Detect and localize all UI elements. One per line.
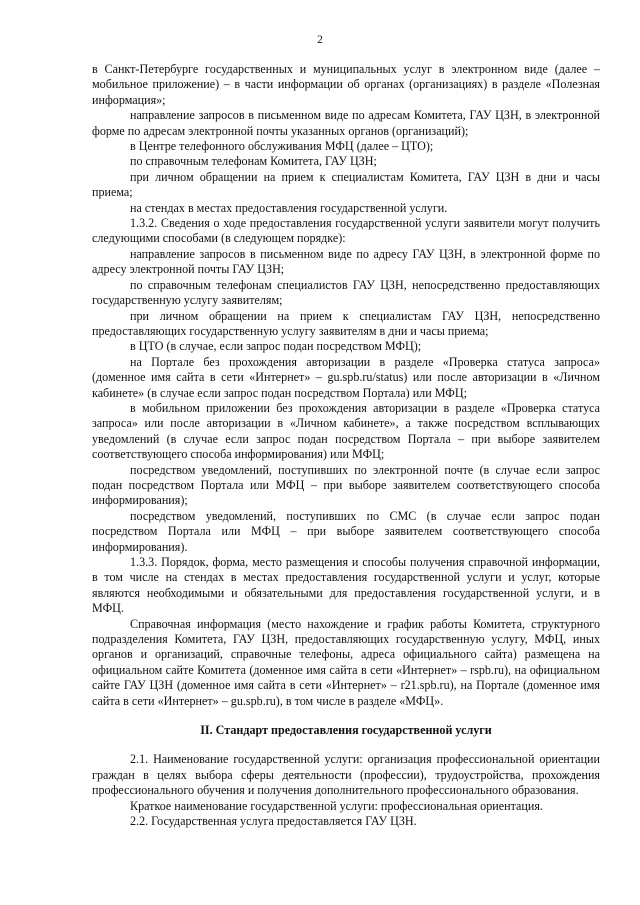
page-number: 2 [317,34,323,46]
paragraph-p16: 1.3.3. Порядок, форма, место размещения и способы получения справочной информации, в том числе на стендах в местах предоставления государственной услуги и услуг, которые являются необходимыми и обязательными для предоставления государственной услуги, и в МФЦ. [92,555,600,616]
paragraph-p14: посредством уведомлений, поступивших по электронной почте (в случае если запрос подан посредством Портала или МФЦ – при выборе заявителем соответствующего способа информирования); [92,462,600,508]
paragraph-p13: в мобильном приложении без прохождения авторизации в разделе «Проверка статуса запроса» или после авторизации в «Личном кабинете», а также посредством всплывающих уведомлений (в случае если запрос подан посредством Портала – при выборе заявителем соответствующего способа информирования) или МФЦ; [92,400,600,462]
paragraph-p11: в ЦТО (в случае, если запрос подан посредством МФЦ); [130,339,422,354]
paragraph-p01: в Санкт-Петербурге государственных и муниципальных услуг в электронном виде (далее – мобильное приложение) – в части информации об органах (организациях) в разделе «Полезная информация»; [92,62,600,107]
paragraph-p18: 2.1. Наименование государственной услуги: организация профессиональной ориентации граждан в целях выбора сферы деятельности (профессии), трудоустройства, прохождения профессионального обучения и получения дополнительного профессионального образования. [92,752,600,798]
paragraph-p19: Краткое наименование государственной услуги: профессиональная ориентация. [130,798,543,813]
paragraph-p15: посредством уведомлений, поступивших по СМС (в случае если запрос подан посредством Портала или МФЦ – при выборе заявителем соответствующего способа информирования). [92,508,600,554]
section-heading: II. Стандарт предоставления государственной услуги [200,723,492,738]
paragraph-p12: на Портале без прохождения авторизации в разделе «Проверка статуса запроса» (доменное имя сайта в сети «Интернет» – gu.spb.ru/status) или после авторизации в «Личном кабинете» (в случае если запрос подан посредством Портала) или МФЦ; [92,354,600,400]
paragraph-p04: по справочным телефонам Комитета, ГАУ ЦЗН; [130,154,377,169]
paragraph-p20: 2.2. Государственная услуга предоставляется ГАУ ЦЗН. [130,814,417,829]
document-body [92,62,600,830]
paragraph-p06: на стендах в местах предоставления государственной услуги. [130,200,448,215]
paragraph-p05: при личном обращении на прием к специалистам Комитета, ГАУ ЦЗН в дни и часы приема; [92,169,600,200]
paragraph-p08: направление запросов в письменном виде по адресу ГАУ ЦЗН, в электронной форме по адресу электронной почты ГАУ ЦЗН; [92,246,600,277]
paragraph-p17: Справочная информация (место нахождение и график работы Комитета, структурного подразделения Комитета, ГАУ ЦЗН, предоставляющих государственную услугу, МФЦ, иных органов и организаций, справочные телефоны, адреса официального сайта) размещена на официальном сайте Комитета (доменное имя сайта в сети «Интернет» – rspb.ru), на официальном сайте ГАУ ЦЗН (доменное имя сайта в сети «Интернет» – r21.spb.ru), на Портале (доменное имя сайта в сети «Интернет» – gu.spb.ru), в том числе в разделе «МФЦ». [92,616,600,708]
paragraph-p09: по справочным телефонам специалистов ГАУ ЦЗН, непосредственно предоставляющих государственную услугу заявителям; [92,277,600,308]
paragraph-p07: 1.3.2. Сведения о ходе предоставления государственной услуги заявители могут получить следующими способами (в следующем порядке): [92,216,600,246]
paragraph-p02: направление запросов в письменном виде по адресам Комитета, ГАУ ЦЗН, в электронной форме по адресам электронной почты указанных органов (организаций); [92,108,600,138]
paragraph-p03: в Центре телефонного обслуживания МФЦ (далее – ЦТО); [130,139,434,154]
paragraph-p10: при личном обращении на прием к специалистам ГАУ ЦЗН, непосредственно предоставляющих государственную услугу заявителям в дни и часы приема; [92,308,600,338]
